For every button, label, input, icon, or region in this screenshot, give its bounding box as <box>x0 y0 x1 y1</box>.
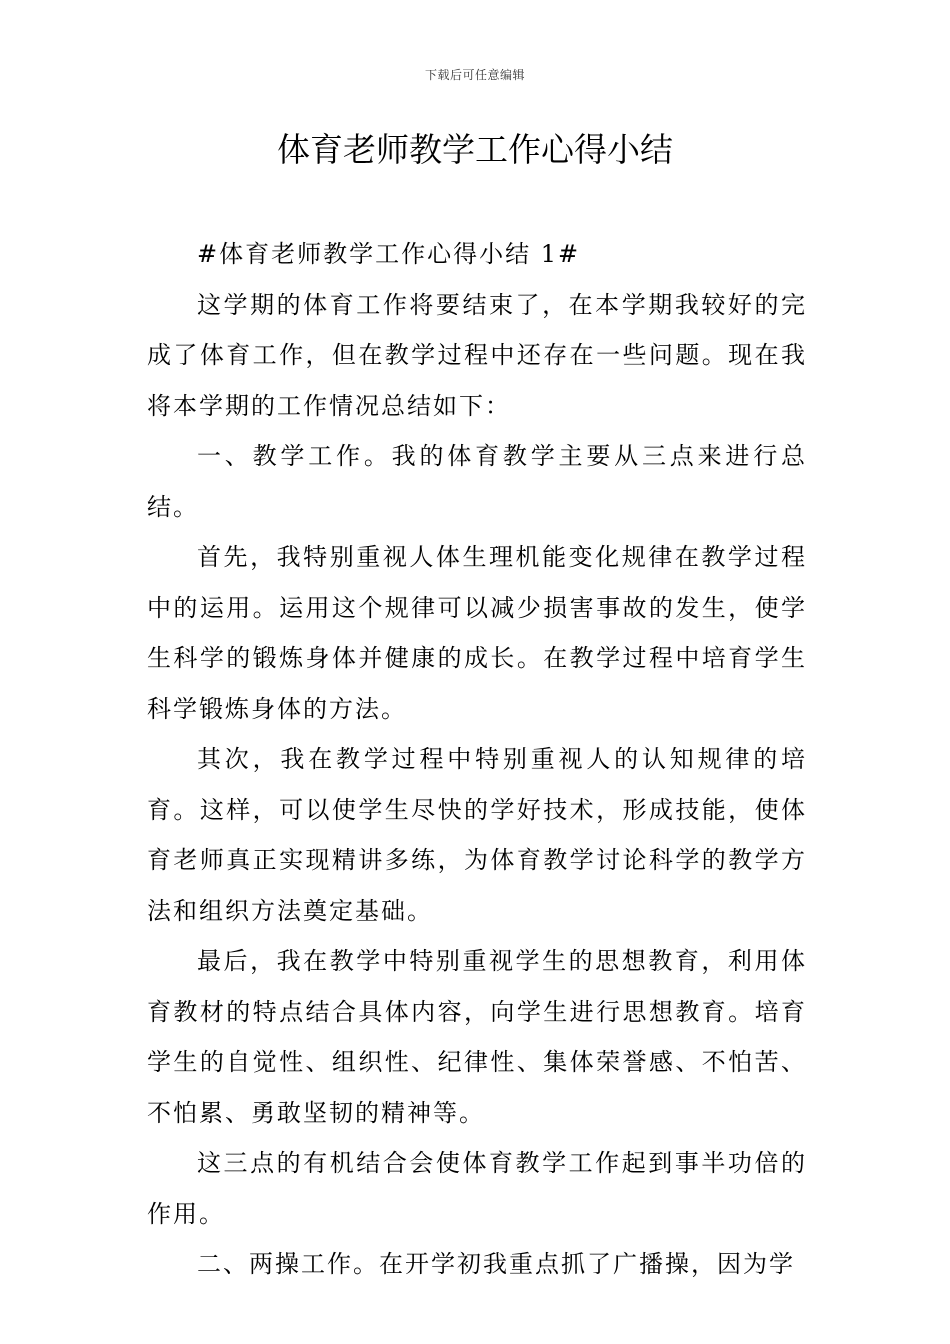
document-body <box>147 229 807 1290</box>
header-note: 下载后可任意编辑 <box>424 68 525 82</box>
paragraph-second: 其次，我在教学过程中特别重视人的认知规律的培育。这样，可以使学生尽快的学好技术，形成技能，使体育老师真正实现精讲多练，为体育教学讨论科学的教学方法和组织方法奠定基础。 <box>147 745 807 925</box>
paragraph-first: 首先，我特别重视人体生理机能变化规律在教学过程中的运用。运用这个规律可以减少损害事故的发生，使学生科学的锻炼身体并健康的成长。在教学过程中培育学生科学锻炼身体的方法。 <box>147 543 807 723</box>
paragraph-teaching-work: 一、教学工作。我的体育教学主要从三点来进行总结。 <box>147 442 807 521</box>
document-title: 体育老师教学工作心得小结 <box>277 130 673 169</box>
paragraph-combination: 这三点的有机结合会使体育教学工作起到事半功倍的作用。 <box>147 1149 807 1228</box>
section-heading: #体育老师教学工作心得小结 1# <box>197 240 581 268</box>
paragraph-finally: 最后，我在教学中特别重视学生的思想教育，利用体育教材的特点结合具体内容，向学生进行思想教育。培育学生的自觉性、组织性、纪律性、集体荣誉感、不怕苦、不怕累、勇敢坚韧的精神等。 <box>147 947 807 1127</box>
paragraph-intro: 这学期的体育工作将要结束了，在本学期我较好的完成了体育工作，但在教学过程中还存在一些问题。现在我将本学期的工作情况总结如下： <box>147 290 807 420</box>
paragraph-exercises: 二、两操工作。在开学初我重点抓了广播操，因为学 <box>197 1250 795 1278</box>
